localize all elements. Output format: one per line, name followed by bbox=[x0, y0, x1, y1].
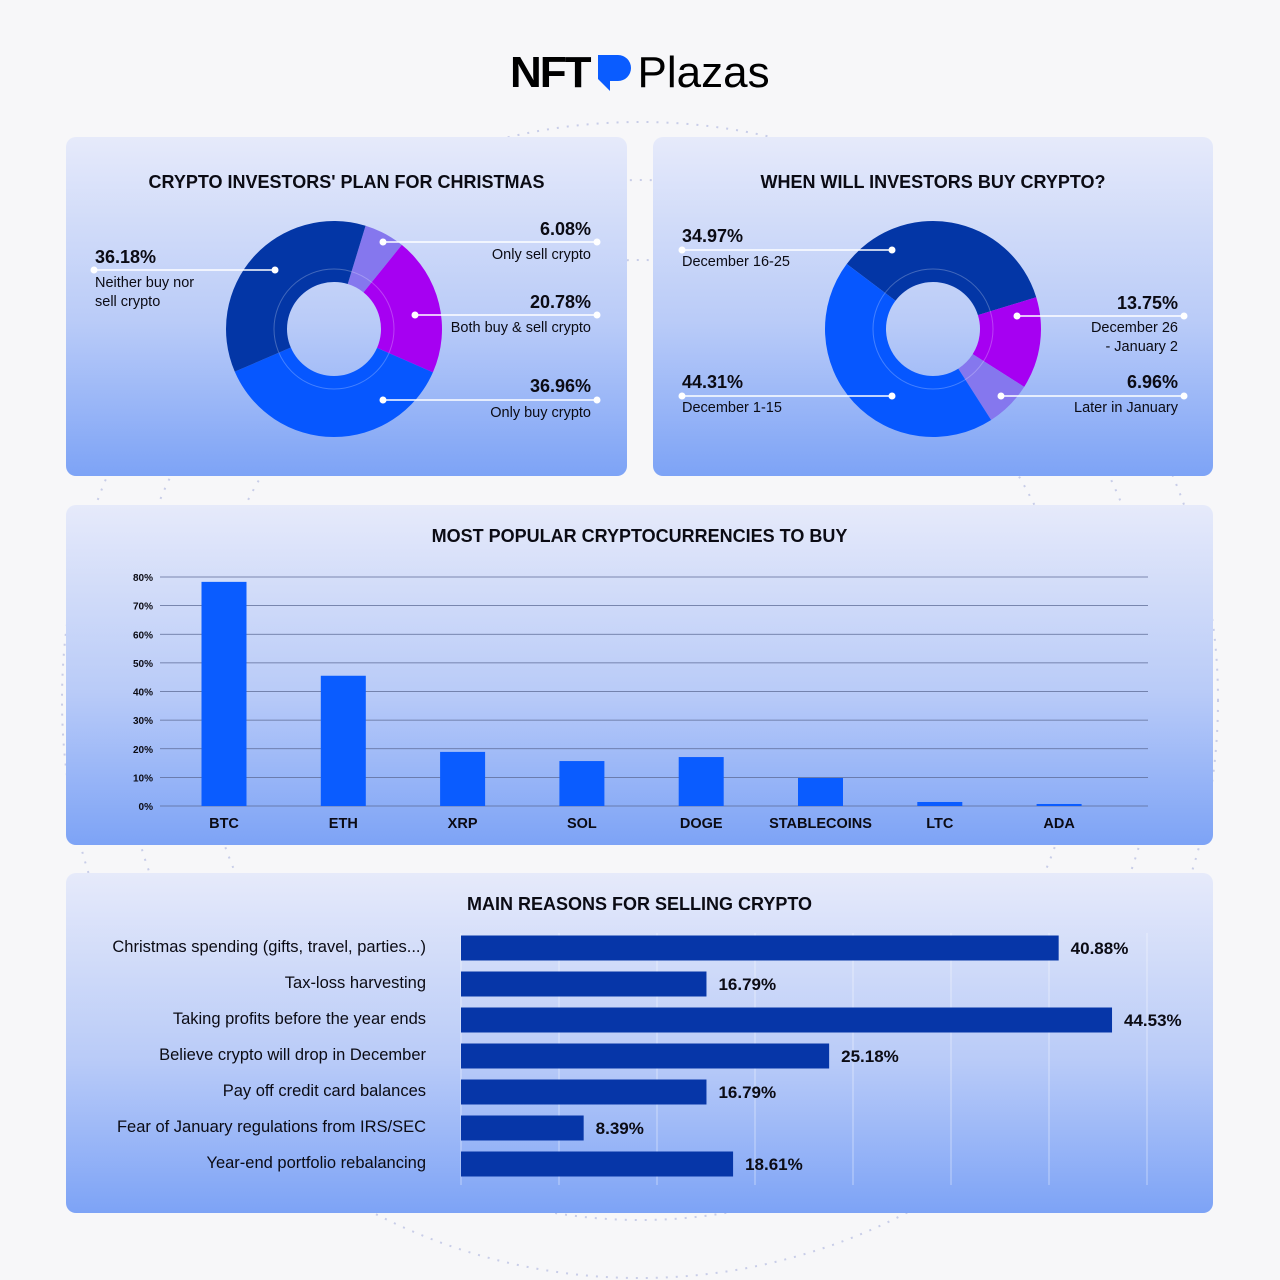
x-tick-label: ETH bbox=[328, 816, 358, 832]
y-tick-label: 10% bbox=[132, 773, 153, 785]
y-tick-label: 30% bbox=[132, 716, 153, 728]
slice-label: Neither buy nor sell crypto bbox=[95, 275, 195, 310]
card-title: MOST POPULAR CRYPTOCURRENCIES TO BUY bbox=[431, 526, 848, 546]
popular-crypto-card bbox=[66, 505, 1213, 845]
reason-label: Christmas spending (gifts, travel, parties...) bbox=[112, 938, 426, 956]
leader-dot bbox=[412, 312, 419, 319]
y-tick-label: 0% bbox=[138, 802, 153, 813]
popular-crypto-bar-chart bbox=[66, 505, 1213, 845]
leader-dot bbox=[1014, 313, 1021, 320]
reason-bar-value: 16.79% bbox=[718, 1083, 777, 1102]
y-tick-label: 60% bbox=[132, 630, 153, 642]
slice-label-line2: - January 2 bbox=[1105, 339, 1178, 355]
card-title: WHEN WILL INVESTORS BUY CRYPTO? bbox=[760, 172, 1106, 192]
card-title: CRYPTO INVESTORS' PLAN FOR CHRISTMAS bbox=[148, 172, 545, 192]
y-tick-label: 80% bbox=[132, 573, 153, 584]
leader-dot bbox=[594, 312, 601, 319]
reason-bar bbox=[461, 1044, 829, 1069]
slice-value: 36.96% bbox=[529, 376, 591, 396]
leader-dot bbox=[1181, 313, 1188, 320]
leader-dot bbox=[1181, 393, 1188, 400]
slice-label: December 1-15 bbox=[682, 400, 782, 416]
reason-bar bbox=[461, 936, 1059, 961]
bar-btc bbox=[202, 582, 247, 806]
christmas-plan-card bbox=[66, 137, 627, 476]
leader-dot bbox=[594, 239, 601, 246]
reason-label: Believe crypto will drop in December bbox=[159, 1046, 426, 1064]
reason-label: Taking profits before the year ends bbox=[172, 1010, 426, 1028]
x-tick-label: LTC bbox=[926, 816, 954, 832]
reason-bar-value: 18.61% bbox=[745, 1155, 803, 1174]
reason-bar bbox=[461, 972, 706, 997]
slice-label: Both buy & sell crypto bbox=[450, 320, 591, 336]
slice-value: 6.08% bbox=[539, 219, 591, 239]
y-tick-label: 70% bbox=[132, 601, 153, 613]
reason-bar bbox=[461, 1080, 706, 1105]
bar-sol bbox=[559, 761, 604, 806]
reason-bar-value: 8.39% bbox=[595, 1119, 644, 1138]
bar-ltc bbox=[917, 802, 962, 806]
leader-dot bbox=[380, 239, 387, 246]
reason-bar bbox=[461, 1008, 1112, 1033]
reason-bar-value: 16.79% bbox=[718, 975, 777, 994]
buy-timing-card bbox=[653, 137, 1213, 476]
x-tick-label: ADA bbox=[1043, 816, 1075, 832]
slice-label: December 16-25 bbox=[682, 254, 790, 270]
reason-bar-value: 40.88% bbox=[1070, 939, 1129, 958]
leader-dot bbox=[380, 397, 387, 404]
slice-value: 13.75% bbox=[1116, 293, 1178, 313]
bar-ada bbox=[1037, 804, 1082, 806]
slice-label: Only buy crypto bbox=[490, 405, 591, 421]
slice-label: Later in January bbox=[1074, 400, 1178, 416]
y-tick-label: 20% bbox=[132, 744, 153, 756]
slice-value: 34.97% bbox=[682, 226, 744, 246]
x-tick-label: XRP bbox=[447, 816, 478, 832]
logo-text-nft: NFT bbox=[510, 48, 590, 97]
selling-reasons-card bbox=[66, 873, 1213, 1213]
leader-dot bbox=[594, 397, 601, 404]
logo bbox=[510, 48, 770, 98]
reason-bar bbox=[461, 1116, 584, 1141]
reason-bar-value: 44.53% bbox=[1124, 1011, 1182, 1030]
card-title: MAIN REASONS FOR SELLING CRYPTO bbox=[466, 894, 813, 914]
slice-label: Only sell crypto bbox=[491, 247, 591, 263]
reason-label: Pay off credit card balances bbox=[222, 1082, 426, 1100]
logo-mark-icon bbox=[596, 53, 632, 93]
donut-slice bbox=[226, 221, 366, 372]
x-tick-label: STABLECOINS bbox=[769, 816, 872, 832]
leader-dot bbox=[889, 247, 896, 254]
y-tick-label: 50% bbox=[132, 658, 153, 670]
leader-dot bbox=[889, 393, 896, 400]
x-tick-label: SOL bbox=[566, 816, 597, 832]
leader-dot bbox=[998, 393, 1005, 400]
reason-label: Year-end portfolio rebalancing bbox=[206, 1154, 426, 1172]
y-tick-label: 40% bbox=[132, 687, 153, 699]
logo-text-plazas: Plazas bbox=[637, 48, 770, 97]
reason-label: Tax-loss harvesting bbox=[284, 974, 426, 992]
reason-label: Fear of January regulations from IRS/SEC bbox=[116, 1118, 426, 1136]
slice-value: 44.31% bbox=[682, 372, 744, 392]
bar-eth bbox=[321, 676, 366, 806]
slice-label-line1: December 26 bbox=[1090, 320, 1178, 336]
bar-xrp bbox=[440, 752, 485, 806]
x-tick-label: DOGE bbox=[679, 816, 723, 832]
bar-stablecoins bbox=[798, 778, 843, 806]
reason-bar-value: 25.18% bbox=[841, 1047, 899, 1066]
donut-slice bbox=[235, 348, 433, 437]
bar-doge bbox=[679, 757, 724, 806]
x-tick-label: BTC bbox=[209, 816, 239, 832]
leader-dot bbox=[272, 267, 279, 274]
slice-value: 36.18% bbox=[95, 247, 157, 267]
reason-bar bbox=[461, 1152, 733, 1177]
slice-value: 6.96% bbox=[1126, 372, 1178, 392]
slice-value: 20.78% bbox=[529, 292, 591, 312]
